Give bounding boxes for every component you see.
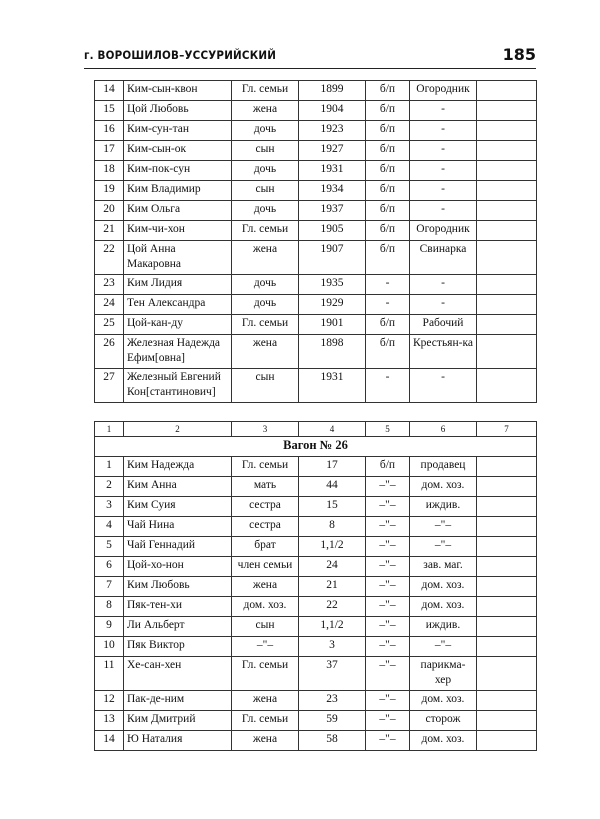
relation-cell: жена xyxy=(232,241,299,275)
name-cell: Пяк Виктор xyxy=(124,637,232,657)
table-row xyxy=(95,295,537,315)
note-cell xyxy=(477,101,537,121)
occupation-cell: иждив. xyxy=(410,617,477,637)
occupation-cell: парикма-хер xyxy=(410,657,477,691)
note-cell xyxy=(477,691,537,711)
row-number-cell: 5 xyxy=(95,537,124,557)
party-cell: –"– xyxy=(366,497,410,517)
year-cell: 1898 xyxy=(299,335,366,369)
occupation-cell: Свинарка xyxy=(410,241,477,275)
row-number-cell: 11 xyxy=(95,657,124,691)
year-cell: 23 xyxy=(299,691,366,711)
party-cell: –"– xyxy=(366,477,410,497)
relation-cell: жена xyxy=(232,577,299,597)
occupation-cell: Огородник xyxy=(410,221,477,241)
occupation-cell: Рабочий xyxy=(410,315,477,335)
wagon-title: Вагон № 26 xyxy=(95,437,537,457)
name-cell: Ким-сун-тан xyxy=(124,121,232,141)
row-number-cell: 4 xyxy=(95,517,124,537)
year-cell: 1929 xyxy=(299,295,366,315)
relation-cell: дочь xyxy=(232,275,299,295)
row-number-cell: 14 xyxy=(95,81,124,101)
occupation-cell: зав. маг. xyxy=(410,557,477,577)
column-number-cell: 4 xyxy=(299,422,366,437)
year-cell: 1904 xyxy=(299,101,366,121)
row-number-cell: 17 xyxy=(95,141,124,161)
note-cell xyxy=(477,241,537,275)
table-row xyxy=(95,477,537,497)
occupation-cell: дом. хоз. xyxy=(410,731,477,751)
row-number-cell: 12 xyxy=(95,691,124,711)
year-cell: 1899 xyxy=(299,81,366,101)
table-row xyxy=(95,577,537,597)
party-cell: –"– xyxy=(366,557,410,577)
name-cell: Ким Лидия xyxy=(124,275,232,295)
table-row xyxy=(95,101,537,121)
name-cell: Цой Любовь xyxy=(124,101,232,121)
year-cell: 22 xyxy=(299,597,366,617)
note-cell xyxy=(477,275,537,295)
note-cell xyxy=(477,221,537,241)
row-number-cell: 15 xyxy=(95,101,124,121)
party-cell: –"– xyxy=(366,597,410,617)
occupation-cell: дом. хоз. xyxy=(410,597,477,617)
year-cell: 17 xyxy=(299,457,366,477)
table-row xyxy=(95,617,537,637)
occupation-cell: дом. хоз. xyxy=(410,577,477,597)
note-cell xyxy=(477,657,537,691)
column-number-row xyxy=(95,422,537,437)
party-cell: б/п xyxy=(366,121,410,141)
note-cell xyxy=(477,637,537,657)
party-cell: –"– xyxy=(366,617,410,637)
name-cell: Ким Анна xyxy=(124,477,232,497)
year-cell: 1934 xyxy=(299,181,366,201)
occupation-cell: сторож xyxy=(410,711,477,731)
note-cell xyxy=(477,731,537,751)
table-row xyxy=(95,637,537,657)
row-number-cell: 26 xyxy=(95,335,124,369)
relation-cell: сестра xyxy=(232,497,299,517)
table-row xyxy=(95,597,537,617)
occupation-cell: дом. хоз. xyxy=(410,691,477,711)
relation-cell: жена xyxy=(232,731,299,751)
party-cell: б/п xyxy=(366,181,410,201)
occupation-cell: Крестьян-ка xyxy=(410,335,477,369)
occupation-cell: –"– xyxy=(410,637,477,657)
party-cell: –"– xyxy=(366,637,410,657)
occupation-cell: - xyxy=(410,369,477,403)
note-cell xyxy=(477,597,537,617)
name-cell: Цой-кан-ду xyxy=(124,315,232,335)
relation-cell: сын xyxy=(232,369,299,403)
name-cell: Ким-сын-квон xyxy=(124,81,232,101)
row-number-cell: 9 xyxy=(95,617,124,637)
table-row xyxy=(95,557,537,577)
name-cell: Ким-пок-сун xyxy=(124,161,232,181)
table-body xyxy=(95,81,537,403)
year-cell: 37 xyxy=(299,657,366,691)
row-number-cell: 1 xyxy=(95,457,124,477)
relation-cell: брат xyxy=(232,537,299,557)
party-cell: –"– xyxy=(366,711,410,731)
occupation-cell: - xyxy=(410,181,477,201)
party-cell: б/п xyxy=(366,335,410,369)
name-cell: Тен Александра xyxy=(124,295,232,315)
year-cell: 8 xyxy=(299,517,366,537)
relation-cell: дочь xyxy=(232,201,299,221)
year-cell: 1927 xyxy=(299,141,366,161)
relation-cell: жена xyxy=(232,335,299,369)
table-row xyxy=(95,731,537,751)
year-cell: 1931 xyxy=(299,161,366,181)
occupation-cell: - xyxy=(410,141,477,161)
occupation-cell: Огородник xyxy=(410,81,477,101)
relation-cell: –"– xyxy=(232,637,299,657)
party-cell: - xyxy=(366,275,410,295)
year-cell: 15 xyxy=(299,497,366,517)
deportation-list-table-continued xyxy=(94,80,537,403)
row-number-cell: 22 xyxy=(95,241,124,275)
party-cell: б/п xyxy=(366,141,410,161)
note-cell xyxy=(477,497,537,517)
relation-cell: член семьи xyxy=(232,557,299,577)
occupation-cell: - xyxy=(410,295,477,315)
table-row xyxy=(95,711,537,731)
name-cell: Чай Геннадий xyxy=(124,537,232,557)
year-cell: 1923 xyxy=(299,121,366,141)
row-number-cell: 21 xyxy=(95,221,124,241)
year-cell: 59 xyxy=(299,711,366,731)
party-cell: б/п xyxy=(366,81,410,101)
year-cell: 21 xyxy=(299,577,366,597)
row-number-cell: 7 xyxy=(95,577,124,597)
row-number-cell: 23 xyxy=(95,275,124,295)
column-number-cell: 3 xyxy=(232,422,299,437)
table-body xyxy=(95,422,537,751)
year-cell: 1,1/2 xyxy=(299,537,366,557)
running-title: г. ВОРОШИЛОВ–УССУРИЙСКИЙ xyxy=(84,48,277,62)
row-number-cell: 18 xyxy=(95,161,124,181)
note-cell xyxy=(477,201,537,221)
table-row xyxy=(95,241,537,275)
name-cell: Ким-чи-хон xyxy=(124,221,232,241)
row-number-cell: 25 xyxy=(95,315,124,335)
name-cell: Пяк-тен-хи xyxy=(124,597,232,617)
note-cell xyxy=(477,557,537,577)
occupation-cell: –"– xyxy=(410,517,477,537)
occupation-cell: - xyxy=(410,275,477,295)
party-cell: –"– xyxy=(366,657,410,691)
table-row xyxy=(95,369,537,403)
table-row xyxy=(95,691,537,711)
occupation-cell: продавец xyxy=(410,457,477,477)
year-cell: 1901 xyxy=(299,315,366,335)
table-row xyxy=(95,457,537,477)
table-row xyxy=(95,181,537,201)
occupation-cell: - xyxy=(410,161,477,181)
note-cell xyxy=(477,121,537,141)
note-cell xyxy=(477,161,537,181)
name-cell: Ким Надежда xyxy=(124,457,232,477)
name-cell: Цой-хо-нон xyxy=(124,557,232,577)
year-cell: 1,1/2 xyxy=(299,617,366,637)
relation-cell: дочь xyxy=(232,295,299,315)
relation-cell: дочь xyxy=(232,161,299,181)
year-cell: 1937 xyxy=(299,201,366,221)
table-row xyxy=(95,221,537,241)
row-number-cell: 27 xyxy=(95,369,124,403)
note-cell xyxy=(477,537,537,557)
note-cell xyxy=(477,335,537,369)
row-number-cell: 6 xyxy=(95,557,124,577)
party-cell: –"– xyxy=(366,577,410,597)
page-header xyxy=(84,38,536,69)
wagon-title-row xyxy=(95,437,537,457)
table-row xyxy=(95,275,537,295)
relation-cell: Гл. семьи xyxy=(232,657,299,691)
table-row xyxy=(95,201,537,221)
row-number-cell: 16 xyxy=(95,121,124,141)
note-cell xyxy=(477,315,537,335)
relation-cell: мать xyxy=(232,477,299,497)
party-cell: б/п xyxy=(366,457,410,477)
table-row xyxy=(95,141,537,161)
name-cell: Ким Ольга xyxy=(124,201,232,221)
name-cell: Ли Альберт xyxy=(124,617,232,637)
table-row xyxy=(95,497,537,517)
table-row xyxy=(95,121,537,141)
column-number-cell: 6 xyxy=(410,422,477,437)
relation-cell: дочь xyxy=(232,121,299,141)
party-cell: –"– xyxy=(366,691,410,711)
party-cell: б/п xyxy=(366,101,410,121)
party-cell: б/п xyxy=(366,161,410,181)
party-cell: - xyxy=(366,295,410,315)
note-cell xyxy=(477,369,537,403)
row-number-cell: 19 xyxy=(95,181,124,201)
relation-cell: сын xyxy=(232,617,299,637)
row-number-cell: 13 xyxy=(95,711,124,731)
row-number-cell: 14 xyxy=(95,731,124,751)
row-number-cell: 2 xyxy=(95,477,124,497)
note-cell xyxy=(477,711,537,731)
name-cell: Железная Надежда Ефим[овна] xyxy=(124,335,232,369)
relation-cell: сын xyxy=(232,181,299,201)
column-number-cell: 5 xyxy=(366,422,410,437)
note-cell xyxy=(477,181,537,201)
relation-cell: сын xyxy=(232,141,299,161)
column-number-cell: 1 xyxy=(95,422,124,437)
name-cell: Чай Нина xyxy=(124,517,232,537)
party-cell: б/п xyxy=(366,201,410,221)
note-cell xyxy=(477,477,537,497)
note-cell xyxy=(477,295,537,315)
relation-cell: жена xyxy=(232,691,299,711)
relation-cell: дом. хоз. xyxy=(232,597,299,617)
relation-cell: жена xyxy=(232,101,299,121)
name-cell: Ким Владимир xyxy=(124,181,232,201)
table-row xyxy=(95,517,537,537)
relation-cell: Гл. семьи xyxy=(232,315,299,335)
party-cell: –"– xyxy=(366,731,410,751)
occupation-cell: - xyxy=(410,101,477,121)
page-number: 185 xyxy=(502,45,536,64)
table-row xyxy=(95,335,537,369)
party-cell: б/п xyxy=(366,315,410,335)
year-cell: 24 xyxy=(299,557,366,577)
note-cell xyxy=(477,617,537,637)
table-row xyxy=(95,315,537,335)
column-number-cell: 7 xyxy=(477,422,537,437)
column-number-cell: 2 xyxy=(124,422,232,437)
year-cell: 1905 xyxy=(299,221,366,241)
name-cell: Хе-сан-хен xyxy=(124,657,232,691)
name-cell: Ю Наталия xyxy=(124,731,232,751)
occupation-cell: иждив. xyxy=(410,497,477,517)
row-number-cell: 3 xyxy=(95,497,124,517)
occupation-cell: –"– xyxy=(410,537,477,557)
relation-cell: сестра xyxy=(232,517,299,537)
row-number-cell: 20 xyxy=(95,201,124,221)
occupation-cell: - xyxy=(410,121,477,141)
table-row xyxy=(95,81,537,101)
row-number-cell: 10 xyxy=(95,637,124,657)
row-number-cell: 8 xyxy=(95,597,124,617)
occupation-cell: дом. хоз. xyxy=(410,477,477,497)
name-cell: Цой Анна Макаровна xyxy=(124,241,232,275)
name-cell: Ким-сын-ок xyxy=(124,141,232,161)
year-cell: 44 xyxy=(299,477,366,497)
name-cell: Ким Суия xyxy=(124,497,232,517)
wagon-26-table xyxy=(94,421,537,751)
note-cell xyxy=(477,457,537,477)
year-cell: 1935 xyxy=(299,275,366,295)
name-cell: Ким Дмитрий xyxy=(124,711,232,731)
party-cell: б/п xyxy=(366,221,410,241)
party-cell: - xyxy=(366,369,410,403)
year-cell: 1907 xyxy=(299,241,366,275)
table-row xyxy=(95,537,537,557)
relation-cell: Гл. семьи xyxy=(232,81,299,101)
party-cell: б/п xyxy=(366,241,410,275)
year-cell: 58 xyxy=(299,731,366,751)
relation-cell: Гл. семьи xyxy=(232,221,299,241)
party-cell: –"– xyxy=(366,517,410,537)
name-cell: Ким Любовь xyxy=(124,577,232,597)
note-cell xyxy=(477,81,537,101)
table-row xyxy=(95,657,537,691)
name-cell: Пак-де-ним xyxy=(124,691,232,711)
year-cell: 3 xyxy=(299,637,366,657)
name-cell: Железный Евгений Кон[стантинович] xyxy=(124,369,232,403)
note-cell xyxy=(477,517,537,537)
relation-cell: Гл. семьи xyxy=(232,711,299,731)
table-row xyxy=(95,161,537,181)
note-cell xyxy=(477,141,537,161)
row-number-cell: 24 xyxy=(95,295,124,315)
note-cell xyxy=(477,577,537,597)
year-cell: 1931 xyxy=(299,369,366,403)
relation-cell: Гл. семьи xyxy=(232,457,299,477)
party-cell: –"– xyxy=(366,537,410,557)
occupation-cell: - xyxy=(410,201,477,221)
